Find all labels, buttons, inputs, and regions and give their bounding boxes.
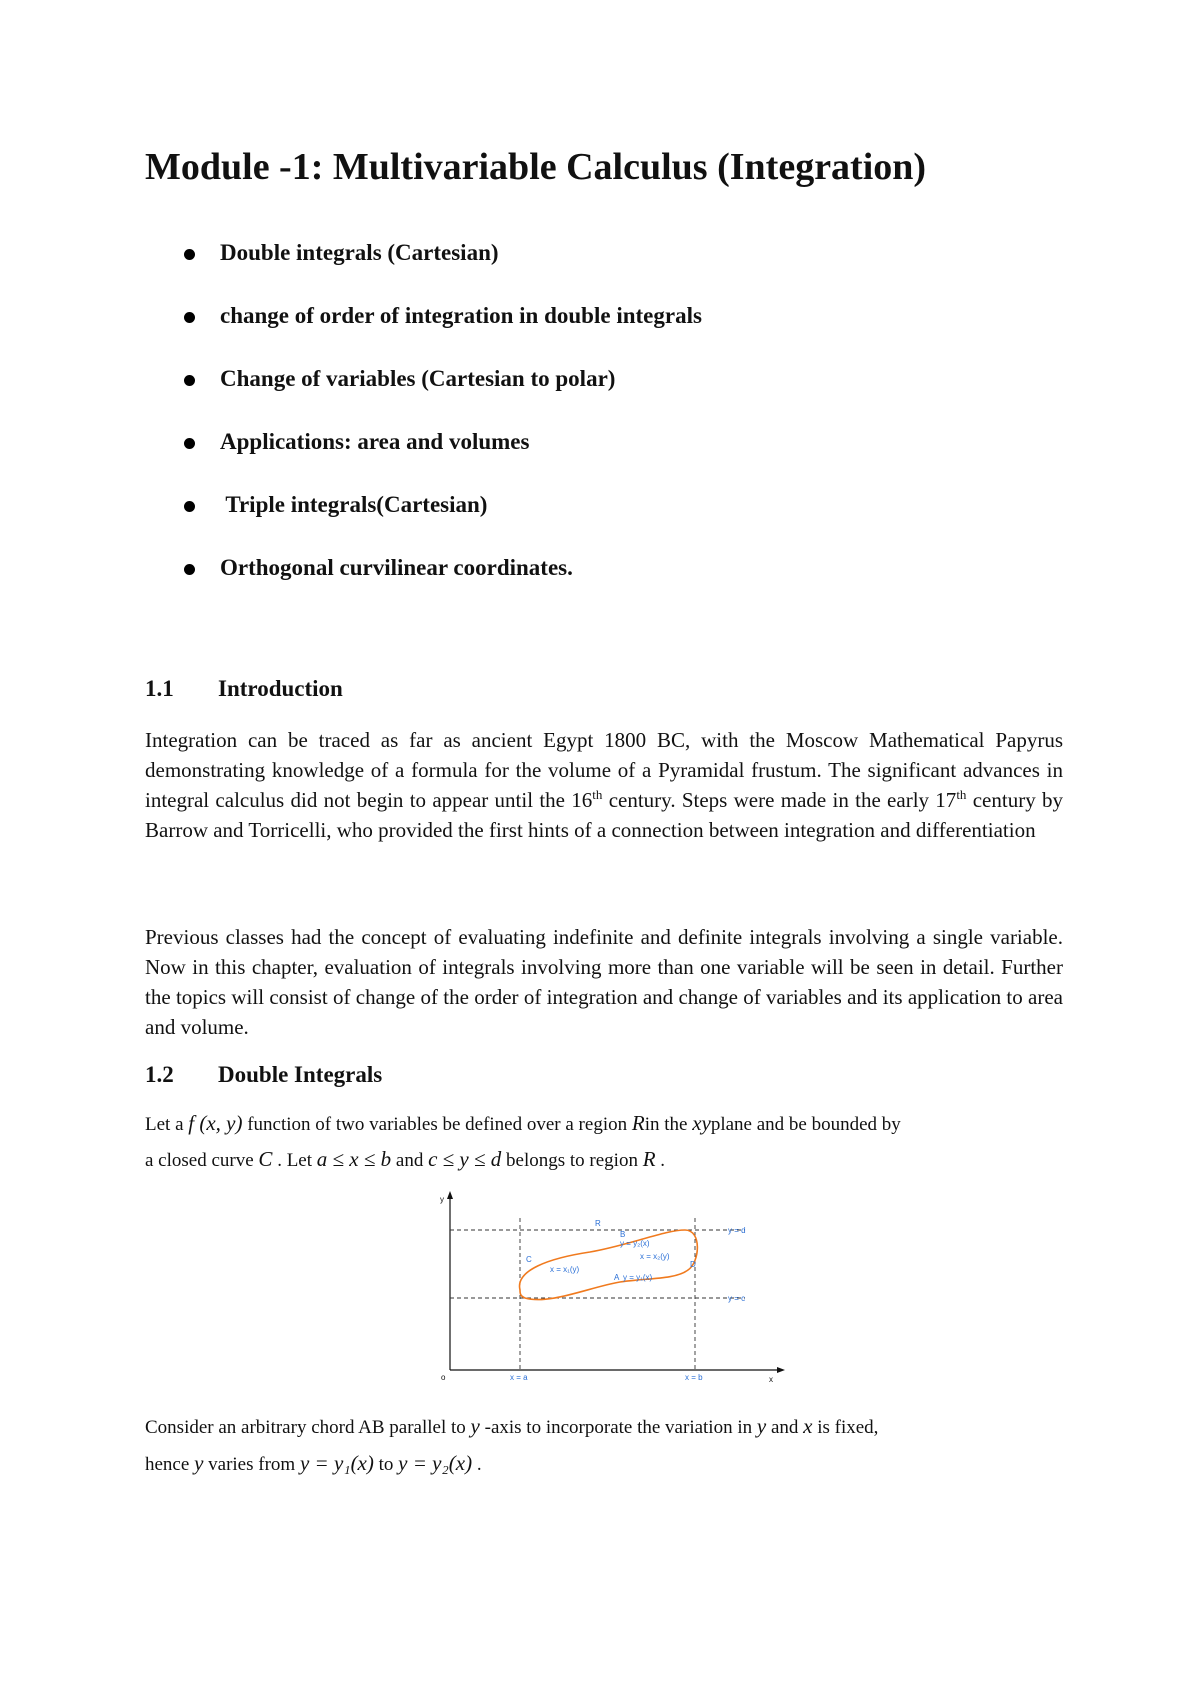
y-axis-arrow-icon [447,1191,453,1199]
list-item: Triple integrals(Cartesian) [180,492,702,555]
label-y2: y = y₂(x) [620,1239,650,1248]
bullet-icon [184,312,195,323]
section-heading-double-integrals: 1.2 Double Integrals [145,1062,383,1087]
list-item: change of order of integration in double integrals [180,303,702,366]
x-axis-label: x [769,1375,773,1384]
list-item: Double integrals (Cartesian) [180,240,702,303]
label-x-b: x = b [685,1373,703,1382]
label-y-c: y = c [728,1294,746,1303]
label-point-d: D [690,1260,696,1269]
intro-paragraph-1: Integration can be traced as far as ancient Egypt 1800 BC, with the Moscow Mathematical Papyrus demonstrating knowledge of a formula for the volume of a Pyramidal frustum. The significant advances in integral calculus did not begin to appear until the 16th century. Steps were made in the early 17th century by Barrow and Torricelli, who provided the first hints of a connection between integration and differentiation [145,728,1063,842]
x-axis-arrow-icon [777,1367,785,1373]
label-point-a: A [614,1273,620,1282]
label-y1: y = y₁(x) [623,1273,653,1282]
bullet-icon [184,249,195,260]
y-axis-label: y [440,1195,444,1204]
label-x-a: x = a [510,1373,528,1382]
chord-line-1: Consider an arbitrary chord AB parallel to y -axis to incorporate the variation in y and x is fixed, [145,1414,879,1438]
page-title: Module -1: Multivariable Calculus (Integration) [145,146,927,188]
label-y-d: y = d [728,1226,746,1235]
section-heading-introduction: 1.1 Introduction [145,676,343,701]
topic-list [180,240,702,618]
region-diagram [430,1190,790,1385]
origin-label: o [441,1373,446,1382]
chord-line-2: hence y varies from y = y₁(x) to y = y₂(x) . [145,1451,482,1475]
bullet-icon [184,438,195,449]
list-item: Change of variables (Cartesian to polar) [180,366,702,429]
bullet-icon [184,375,195,386]
definition-line-2: a closed curve C . Let a ≤ x ≤ b and c ≤ y ≤ d belongs to region R . [145,1147,666,1171]
region-boundary-curve [520,1230,698,1300]
list-item: Orthogonal curvilinear coordinates. [180,555,702,618]
label-r: R [595,1219,601,1228]
intro-paragraph-2: Previous classes had the concept of evaluating indefinite and definite integrals involving a single variable. Now in this chapter, evaluation of integrals involving more than one variable will be seen in detail. Further the topics will consist of change of the order of integration and change of variables and its application to area and volume. [145,925,1063,1039]
bullet-icon [184,501,195,512]
label-point-c: C [526,1255,532,1264]
bullet-icon [184,564,195,575]
definition-line-1: Let a f (x, y) function of two variables be defined over a region Rin the xyplane and be bounded by [145,1111,901,1135]
list-item: Applications: area and volumes [180,429,702,492]
label-x2: x = x₂(y) [640,1252,670,1261]
label-point-b: B [620,1230,626,1239]
label-x1: x = x₁(y) [550,1265,580,1274]
